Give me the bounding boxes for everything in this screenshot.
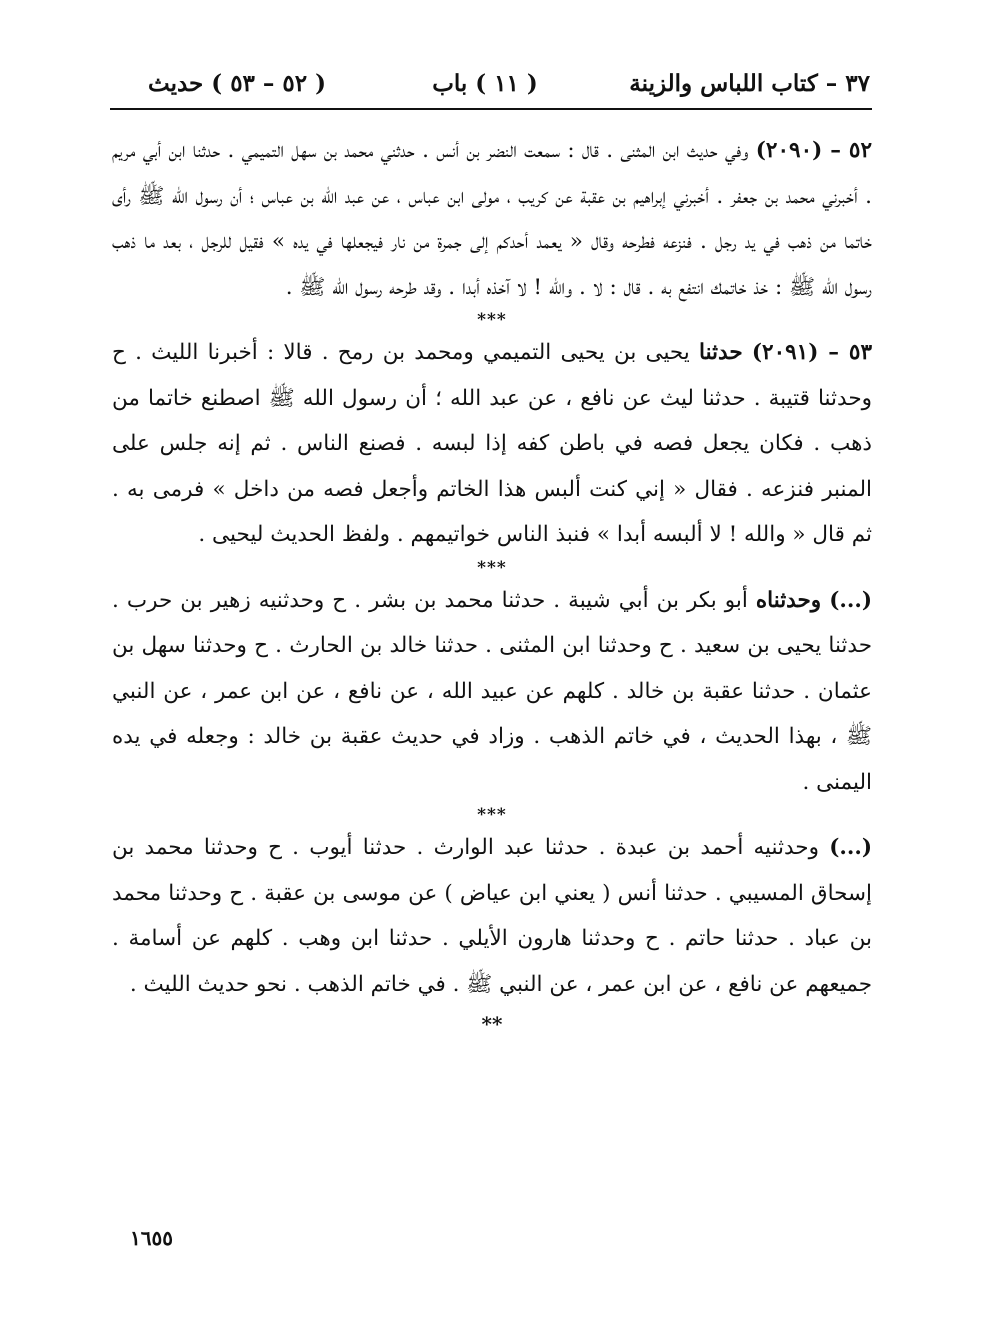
- end-ornament: **: [481, 1012, 503, 1036]
- page-number: ١٦٥٥: [130, 1226, 173, 1250]
- hadith-text: أبو بكر بن أبي شيبة . حدثنا محمد بن بشر . ح وحدثنيه زهير بن حرب . حدثنا يحيى بن سعيد . ح وحدثنا ابن المثنى . حدثنا خالد بن الحارث . ح وحدثنا سهل بن عثمان . حدثنا عقبة بن خالد . كلهم عن عبيد الله ، عن نافع ، عن ابن عمر ، عن النبي ﷺ ، بهذا الحديث ، في خاتم الذهب . وزاد في حديث عقبة بن خالد : وجعله في يده اليمنى .: [112, 587, 872, 795]
- hadith-number: ٥٣ – (٢٠٩١): [751, 340, 872, 365]
- header-rule: [110, 108, 872, 110]
- hadith-text: وفي حديث ابن المثنى . قال : سمعت النضر بن أنس . حدثني محمد بن سهل التميمي . حدثنا ابن أبي مريم . أخبرني محمد بن جعفر . أخبرني إبراهيم بن عقبة عن كريب ، مولى ابن عباس ، عن عبد الله بن عباس ؛ أن رسول الله ﷺ رأى خاتما من ذهب في يد رجل . فنزعه فطرحه وقال « يعمد أحدكم إلى جمرة من نار فيجعلها في يده » فقيل للرجل ، بعد ما ذهب رسول الله ﷺ : خذ خاتمك انتفع به . قال : لا . والله ! لا آخذه أبدا . وقد طرحه رسول الله ﷺ .: [112, 138, 872, 300]
- hadith-52: [112, 128, 872, 310]
- header-book-title: ٣٧ – كتاب اللباس والزينة: [629, 70, 870, 97]
- section-separator: ***: [477, 557, 507, 578]
- section-separator: ***: [477, 310, 507, 330]
- hadith-lead-word: وحدثناه: [755, 587, 822, 613]
- hadith-53: [112, 330, 872, 558]
- hadith-53-chain-1: [112, 578, 872, 806]
- hadith-text: وحدثنيه أحمد بن عبدة . حدثنا عبد الوارث . حدثنا أيوب . ح وحدثنا محمد بن إسحاق المسيبي . حدثنا أنس ( يعني ابن عياض ) عن موسى بن عقبة . ح وحدثنا محمد بن عباد . حدثنا حاتم . ح وحدثنا هارون الأيلي . حدثنا ابن وهب . كلهم عن أسامة . جميعهم عن نافع ، عن ابن عمر ، عن النبي ﷺ . في خاتم الذهب . نحو حديث الليث .: [112, 835, 872, 997]
- hadith-number: (...): [829, 835, 872, 860]
- hadith-lead-word: حدثنا: [699, 340, 743, 365]
- header-chapter: ( ١١ ) باب: [432, 70, 538, 97]
- hadith-number: ٥٢ – (٢٠٩٠): [755, 138, 872, 163]
- hadith-text: يحيى بن يحيى التميمي ومحمد بن رمح . قالا : أخبرنا الليث . ح وحدثنا قتيبة . حدثنا ليث عن نافع ، عن عبد الله ؛ أن رسول الله ﷺ اصطنع خاتما من ذهب . فكان يجعل فصه في باطن كفه إذا لبسه . فصنع الناس . ثم إنه جلس على المنبر فنزعه . فقال « إني كنت ألبس هذا الخاتم وأجعل فصه من داخل » فرمى به . ثم قال « والله ! لا ألبسه أبدا » فنبذ الناس خواتيمهم . ولفظ الحديث ليحيى .: [112, 340, 872, 547]
- document-body: [112, 128, 872, 1037]
- section-separator: ***: [477, 805, 507, 825]
- header-hadith-range: ( ٥٢ – ٥٣ ) حديث: [148, 70, 327, 97]
- hadith-53-chain-2: [112, 825, 872, 1007]
- running-header: [100, 66, 870, 106]
- hadith-number: (...): [829, 587, 872, 613]
